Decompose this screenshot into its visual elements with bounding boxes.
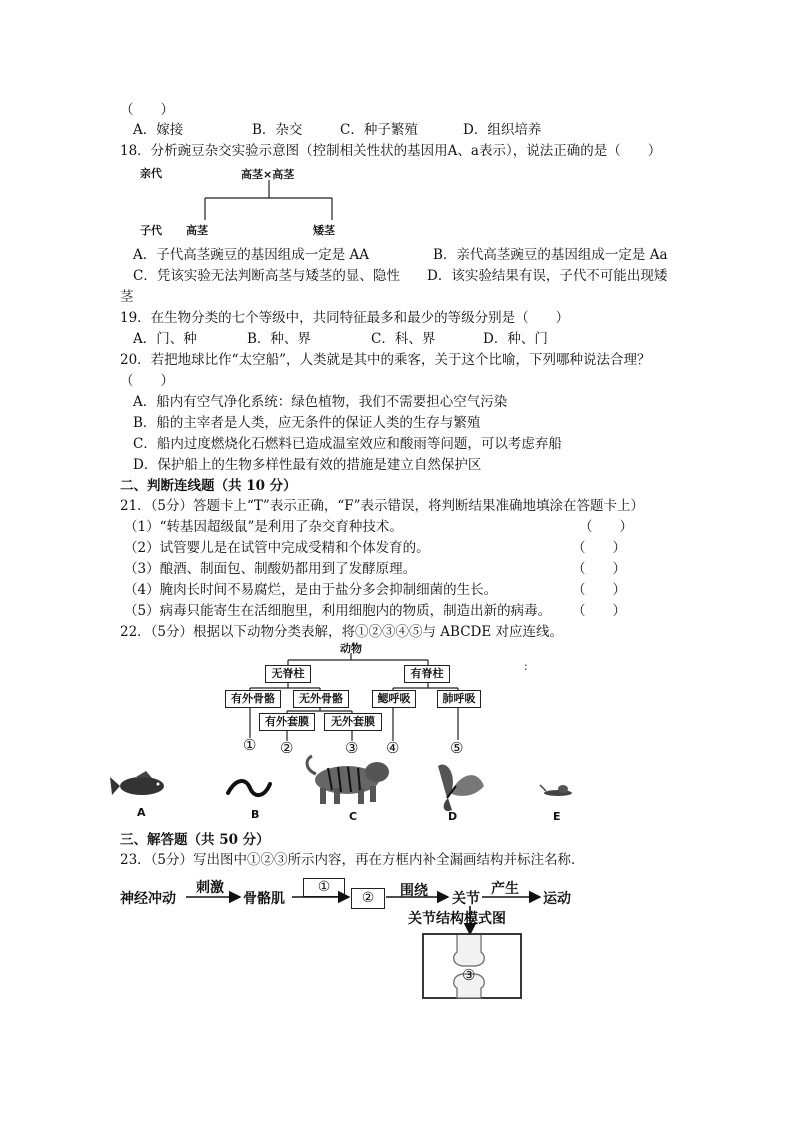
q21-item-1: （1）“转基因超级鼠”是利用了杂交育种技术。 bbox=[124, 519, 403, 535]
q20-paren: （ ） bbox=[120, 373, 174, 389]
q22-num-4: ④ bbox=[386, 739, 400, 757]
q21-item-5: （5）病毒只能寄生在活细胞里，利用细胞内的物质，制造出新的病毒。 bbox=[124, 603, 552, 619]
q23-produce-label: 产生 bbox=[491, 881, 519, 897]
section-3-heading: 三、解答题（共 50 分） bbox=[120, 832, 270, 848]
q22-node-no-mantle: 无外套膜 bbox=[324, 713, 382, 731]
q18-option-a: A．子代高茎豌豆的基因组成一定是 AA bbox=[133, 247, 370, 263]
q21-item-1-paren: （ ） bbox=[579, 519, 633, 535]
q23-stimulus-label: 刺激 bbox=[196, 880, 224, 896]
q17-paren: （ ） bbox=[120, 102, 174, 118]
q20-option-a: A．船内有空气净化系统：绿色植物，我们不需要担心空气污染 bbox=[133, 394, 508, 410]
q23-motion: 运动 bbox=[543, 891, 571, 907]
q23-stem: 23．（5分）写出图中①②③所示内容，再在方框内补全漏画结构并标注名称． bbox=[120, 852, 585, 868]
q18-parent-label: 亲代 bbox=[140, 167, 162, 180]
q18-offspring-tall: 高茎 bbox=[186, 224, 208, 237]
q21-stem: 21．（5分）答题卡上“T”表示正确，“F”表示错误，将判断结果准确地填涂在答题卡上） bbox=[120, 498, 644, 514]
q19-option-c: C．科、界 bbox=[371, 331, 436, 347]
q22-animal-d-label: D bbox=[448, 810, 458, 823]
q23-joint-model-title: 关节结构模式图 bbox=[408, 911, 506, 927]
q23-blank-1-box: ① bbox=[303, 878, 345, 897]
q17-option-c: C．种子繁殖 bbox=[340, 122, 418, 138]
q21-item-5-paren: （ ） bbox=[572, 603, 626, 619]
q18-option-d-cont: 茎 bbox=[120, 289, 134, 305]
q23-nerve-impulse: 神经冲动 bbox=[120, 891, 176, 907]
q23-skeletal-muscle: 骨骼肌 bbox=[243, 891, 285, 907]
q21-item-2-paren: （ ） bbox=[572, 540, 626, 556]
q22-node-lung: 肺呼吸 bbox=[437, 690, 481, 708]
q18-option-b: B．亲代高茎豌豆的基因组成一定是 Aa bbox=[433, 247, 668, 263]
q18-offspring-short: 矮茎 bbox=[313, 224, 335, 237]
q22-animal-b-label: B bbox=[251, 808, 260, 821]
q17-option-d: D．组织培养 bbox=[463, 122, 542, 138]
q22-tree-root: 动物 bbox=[340, 642, 362, 655]
q22-num-3: ③ bbox=[345, 739, 359, 757]
q23-blank-2-box: ② bbox=[351, 888, 385, 909]
q21-item-2: （2）试管婴儿是在试管中完成受精和个体发育的。 bbox=[124, 540, 430, 556]
q22-node-exoskeleton: 有外骨骼 bbox=[225, 690, 281, 708]
q22-animal-e-label: E bbox=[553, 810, 561, 823]
q19-option-b: B．种、界 bbox=[247, 331, 311, 347]
q20-stem: 20．若把地球比作“太空船”，人类就是其中的乘客，关于这个比喻，下列哪种说法合理？ bbox=[120, 352, 651, 368]
q22-animal-a-label: A bbox=[137, 806, 146, 819]
q19-stem: 19．在生物分类的七个等级中，共同特征最多和最少的等级分别是（ ） bbox=[120, 310, 570, 326]
q22-num-1: ① bbox=[243, 736, 257, 754]
section-2-heading: 二、判断连线题（共 10 分） bbox=[120, 478, 297, 494]
q22-stem: 22．（5分）根据以下动物分类表解，将①②③④⑤与 ABCDE 对应连线。 bbox=[120, 624, 564, 640]
q23-blank-3: ③ bbox=[462, 966, 476, 984]
q18-offspring-label: 子代 bbox=[140, 224, 162, 237]
q23-around-label: 围绕 bbox=[400, 883, 428, 899]
q22-num-5: ⑤ bbox=[450, 739, 464, 757]
q22-node-mantle: 有外套膜 bbox=[259, 713, 315, 731]
q20-option-d: D．保护船上的生物多样性最有效的措施是建立自然保护区 bbox=[133, 457, 482, 473]
q22-animal-c-label: C bbox=[349, 810, 358, 823]
q22-node-gill: 鳃呼吸 bbox=[372, 690, 416, 708]
q18-option-c: C．凭该实验无法判断高茎与矮茎的显、隐性 bbox=[133, 268, 400, 284]
q22-node-spine: 有脊柱 bbox=[404, 665, 450, 683]
q22-stray-mark: : bbox=[524, 660, 528, 673]
q20-option-c: C．船内过度燃烧化石燃料已造成温室效应和酸雨等问题，可以考虑弃船 bbox=[133, 436, 562, 452]
q19-option-d: D．种、门 bbox=[483, 331, 548, 347]
q23-joint: 关节 bbox=[452, 891, 480, 907]
q22-node-no-exoskeleton: 无外骨骼 bbox=[293, 690, 349, 708]
q18-stem: 18．分析豌豆杂交实验示意图（控制相关性状的基因用A、a表示），说法正确的是（ ） bbox=[120, 143, 662, 159]
q21-item-4-paren: （ ） bbox=[572, 582, 626, 598]
q19-option-a: A．门、种 bbox=[133, 331, 197, 347]
q17-option-b: B．杂交 bbox=[252, 122, 303, 138]
q20-option-b: B．船的主宰者是人类，应无条件的保证人类的生存与繁殖 bbox=[133, 415, 481, 431]
q21-item-4: （4）腌肉长时间不易腐烂，是由于盐分多会抑制细菌的生长。 bbox=[124, 582, 498, 598]
q22-node-no-spine: 无脊柱 bbox=[265, 665, 311, 683]
q21-item-3: （3）酿酒、制面包、制酸奶都用到了发酵原理。 bbox=[124, 561, 417, 577]
q21-item-3-paren: （ ） bbox=[572, 561, 626, 577]
q18-parent-cross: 高茎×高茎 bbox=[241, 168, 295, 181]
q17-option-a: A．嫁接 bbox=[133, 122, 184, 138]
q18-option-d: D．该实验结果有误，子代不可能出现矮 bbox=[427, 268, 668, 284]
q22-num-2: ② bbox=[280, 739, 294, 757]
